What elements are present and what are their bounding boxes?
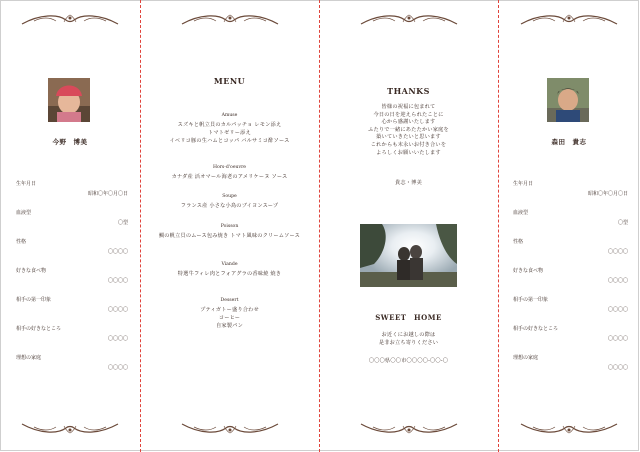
profile-value: 昭和〇年〇月〇日 <box>587 191 628 197</box>
profile-label: 相手の好きなところ <box>513 326 559 332</box>
menu-course-name: Amuse <box>221 113 238 118</box>
menu-item: トマトゼリー添え <box>208 130 251 136</box>
menu-item: 特選牛フィレ肉とフォアグラの香味焼 焼き <box>177 271 282 277</box>
menu-item: フランス産 小さな小鳥のブイヨンスープ <box>180 203 279 209</box>
profile-label: 好きな食べ物 <box>16 268 47 274</box>
profile-value: 〇〇〇〇 <box>607 365 628 371</box>
thanks-signature: 貴志・博美 <box>395 180 422 186</box>
profile-value: 〇型 <box>117 220 128 226</box>
menu-course-name: Viande <box>221 262 238 267</box>
menu-item: イベリコ豚の生ハムとコッパ バルサミコ酢ソース <box>169 138 290 144</box>
menu-item: コーヒー <box>218 315 241 321</box>
profile-label: 性格 <box>16 239 27 245</box>
thanks-panel <box>319 0 498 452</box>
sweet-home-line: 是非お立ち寄りください <box>378 339 439 346</box>
profile-label: 好きな食べ物 <box>513 268 544 274</box>
right-profile-panel <box>498 0 640 452</box>
menu-course-name: Hors-d'oeuvre <box>212 165 247 170</box>
menu-item: カナダ産 活オマール海老のアメリケーヌ ソース <box>171 174 288 180</box>
profile-value: 昭和〇年〇月〇日 <box>87 191 128 197</box>
menu-item: スズキと帆立貝のカルパッチョ レモン添え <box>177 122 282 128</box>
top-ornament <box>180 12 280 26</box>
profile-label: 理想の家庭 <box>513 355 539 361</box>
top-ornament <box>519 12 619 26</box>
thanks-message <box>319 104 498 157</box>
profile-label: 理想の家庭 <box>16 355 42 361</box>
thanks-line: よろしくお願いいたします <box>376 149 441 156</box>
home-address: 〇〇〇県〇〇市〇〇〇〇-〇〇-〇 <box>368 358 449 364</box>
profile-label: 性格 <box>513 239 524 245</box>
menu-item: プティガトー盛り合わせ <box>200 307 259 313</box>
profile-label: 生年月日 <box>16 181 37 187</box>
thanks-line: 今日の日を迎えられたことに <box>373 111 444 118</box>
bottom-ornament <box>519 422 619 436</box>
profile-label: 生年月日 <box>513 181 534 187</box>
profile-value: 〇〇〇〇 <box>107 249 128 255</box>
profile-label: 血液型 <box>16 210 32 216</box>
thanks-line: 築いていきたいと思います <box>376 134 441 141</box>
profile-value: 〇〇〇〇 <box>107 307 128 313</box>
profile-value: 〇〇〇〇 <box>607 249 628 255</box>
menu-course-name: Soupe <box>222 194 237 199</box>
sweet-home-title: SWEET HOME <box>375 313 442 322</box>
menu-course-name: Poisson <box>220 224 239 229</box>
bottom-ornament <box>359 422 459 436</box>
profile-label: 相手の第一印象 <box>513 297 549 303</box>
bride-photo <box>48 78 90 122</box>
thanks-line: 皆様の祝福に包まれて <box>381 104 436 110</box>
sweet-home-line: お近くにお越しの際は <box>381 332 436 338</box>
thanks-line: ふたりで一緒にあたたかい家庭を <box>368 126 449 133</box>
bride-name: 今野 博美 <box>52 138 88 146</box>
profile-value: 〇〇〇〇 <box>107 278 128 284</box>
profile-value: 〇〇〇〇 <box>607 307 628 313</box>
groom-name: 森田 貴志 <box>551 138 587 146</box>
menu-item: 自家製パン <box>216 323 243 329</box>
bottom-ornament <box>180 422 280 436</box>
profile-value: 〇〇〇〇 <box>607 336 628 342</box>
thanks-line: 心から感謝いたします <box>381 119 436 126</box>
menu-course-name: Dessert <box>220 298 239 303</box>
menu-item: 鯛の帆立貝のムース包み焼き トマト風味のクリームソース <box>158 233 301 239</box>
profile-value: 〇型 <box>617 220 628 226</box>
thanks-line: これからも末永いお付き合いを <box>370 141 447 148</box>
sweet-home-message <box>319 332 498 347</box>
menu-panel <box>140 0 319 452</box>
thanks-title: THANKS <box>387 86 430 96</box>
profile-label: 血液型 <box>513 210 529 216</box>
groom-photo <box>547 78 589 122</box>
profile-label: 相手の第一印象 <box>16 297 52 303</box>
profile-value: 〇〇〇〇 <box>107 336 128 342</box>
profile-value: 〇〇〇〇 <box>607 278 628 284</box>
profile-label: 相手の好きなところ <box>16 326 62 332</box>
profile-value: 〇〇〇〇 <box>107 365 128 371</box>
menu-title: MENU <box>213 76 246 86</box>
top-ornament <box>359 12 459 26</box>
top-ornament <box>20 12 120 26</box>
bottom-ornament <box>20 422 120 436</box>
left-profile-panel <box>0 0 140 452</box>
couple-photo <box>360 224 457 287</box>
